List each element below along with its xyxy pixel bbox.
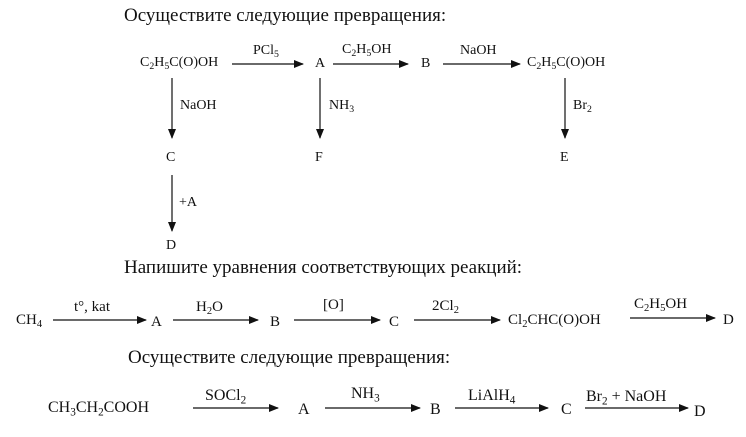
s2-label-C: C	[389, 314, 400, 330]
heading-2: Напишите уравнения соответствующих реакций:	[124, 257, 523, 278]
s3-socl2: SOCl$_2$	[205, 387, 247, 407]
s1-label-F: F	[315, 150, 323, 165]
s3-lialh4: LiAlH$_4$	[468, 387, 516, 407]
s2-ethanol: $C_2H_5OH$	[634, 296, 688, 315]
s2-conditions: t°, kat	[74, 299, 110, 315]
s1-plus-A: +A	[179, 195, 198, 210]
s1-down-naoh: NaOH	[180, 98, 217, 113]
s2-label-D: D	[723, 312, 734, 328]
s1-reagent-naoh: NaOH	[460, 43, 497, 58]
s3-label-B: B	[430, 401, 441, 418]
s1-label-E: E	[560, 150, 569, 165]
s2-ch4: $CH_4$	[16, 312, 43, 331]
s3-nh3: $NH_3$	[351, 385, 380, 405]
s3-label-D: D	[694, 403, 706, 420]
s2-label-B: B	[270, 314, 281, 330]
s1-down-br2: $Br_2$	[573, 98, 592, 115]
heading-1: Осуществите следующие превращения:	[124, 5, 447, 26]
s1-reagent-pcl5: PCl$_5$	[253, 43, 279, 60]
s1-label-D: D	[166, 238, 177, 253]
s3-start-formula: $CH_3CH_2COOH$	[48, 399, 149, 419]
s1-label-C: C	[166, 150, 176, 165]
s1-reagent-ethanol: $C_2H_5OH$	[342, 42, 392, 59]
s2-chlorine: $2Cl_2$	[432, 298, 459, 317]
heading-3: Осуществите следующие превращения:	[128, 347, 451, 368]
s1-start-formula: $C_2H_5C(O)OH$	[140, 55, 219, 72]
s2-label-A: A	[151, 314, 162, 330]
s3-label-C: C	[561, 401, 572, 418]
s3-br2-naoh: $Br_2$ + NaOH	[586, 388, 667, 408]
s1-label-B: B	[421, 56, 431, 71]
s3-label-A: A	[298, 401, 310, 418]
s1-label-A: A	[315, 56, 326, 71]
s2-oxidation: [O]	[323, 297, 344, 313]
s1-down-nh3: $NH_3$	[329, 98, 355, 115]
s1-end-formula: $C_2H_5C(O)OH$	[527, 55, 606, 72]
s2-product: $Cl_2CHC(O)OH$	[508, 312, 601, 331]
s2-water: $H_2O$	[196, 299, 223, 318]
